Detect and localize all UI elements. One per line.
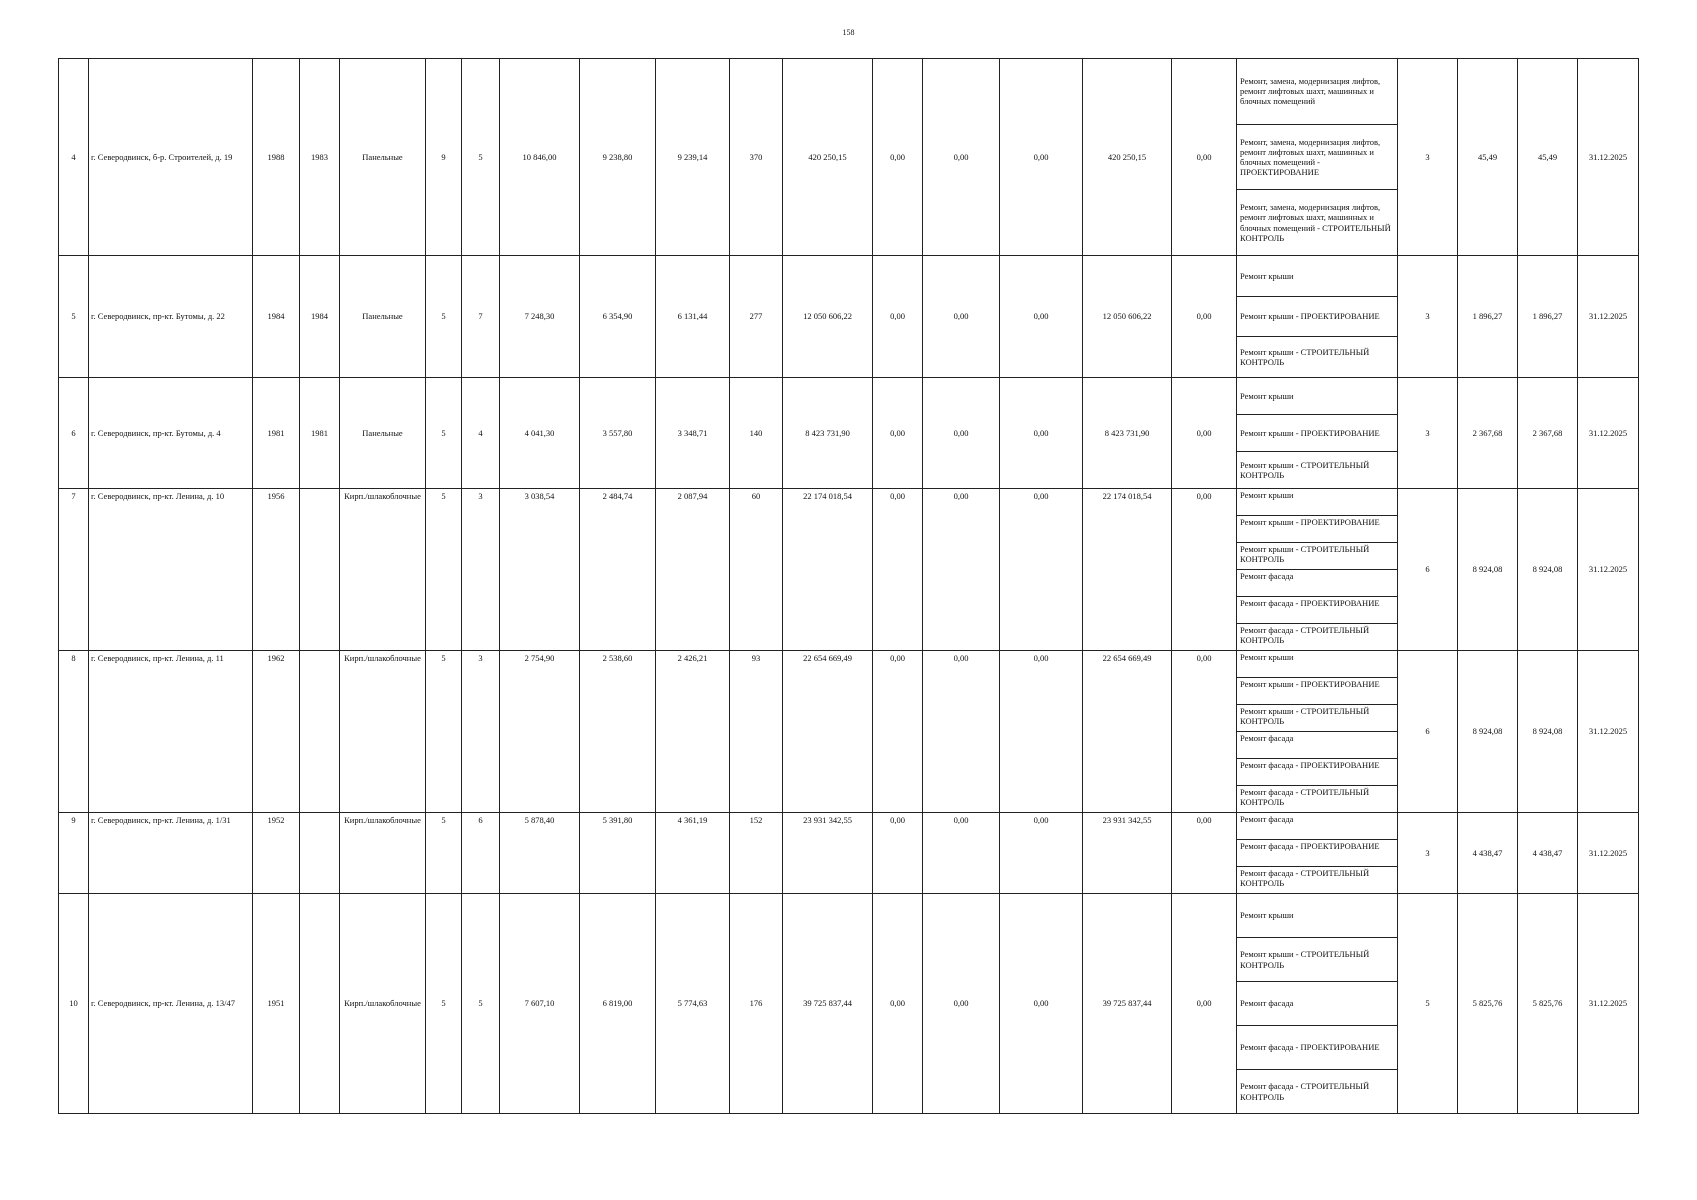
work-count-cell: 6: [1398, 489, 1458, 651]
wall-material-cell: Кирп./шлакоблочные: [340, 813, 426, 894]
unit-cost-cell: 2 367,68: [1458, 378, 1518, 489]
area-living-cell: 6 354,90: [580, 256, 656, 378]
row-number: 7: [59, 489, 89, 651]
wall-material-cell: Панельные: [340, 59, 426, 256]
fund-local-cell: 0,00: [1000, 651, 1083, 813]
work-item: Ремонт фасада - СТРОИТЕЛЬНЫЙ КОНТРОЛЬ: [1240, 625, 1370, 646]
year-built-cell: 1984: [253, 256, 300, 378]
work-count-cell: 5: [1398, 894, 1458, 1114]
work-item: Ремонт фасада - ПРОЕКТИРОВАНИЕ: [1237, 597, 1397, 624]
cost-total-cell: 23 931 342,55: [783, 813, 873, 894]
area-residential-cell: 2 087,94: [656, 489, 730, 651]
entrances-cell: 7: [462, 256, 500, 378]
year-built-cell: 1951: [253, 894, 300, 1114]
max-unit-cost-cell: 8 924,08: [1518, 489, 1578, 651]
work-item: Ремонт, замена, модернизация лифтов, ремонт лифтовых шахт, машинных и блочных помещений - СТРОИТЕЛЬНЫЙ КОНТРОЛЬ: [1240, 202, 1391, 243]
work-item: Ремонт, замена, модернизация лифтов, ремонт лифтовых шахт, машинных и блочных помещений - ПРОЕКТИРОВАНИЕ: [1237, 125, 1397, 191]
work-item: Ремонт фасада - ПРОЕКТИРОВАНИЕ: [1237, 759, 1397, 786]
work-item: Ремонт крыши - СТРОИТЕЛЬНЫЙ КОНТРОЛЬ: [1240, 346, 1370, 368]
work-item: Ремонт крыши: [1237, 378, 1397, 415]
work-item: Ремонт крыши: [1237, 256, 1397, 297]
work-item: Ремонт крыши - ПРОЕКТИРОВАНИЕ: [1237, 297, 1397, 338]
deadline-cell: 31.12.2025: [1578, 651, 1639, 813]
unit-cost-cell: 8 924,08: [1458, 651, 1518, 813]
work-item: Ремонт крыши - СТРОИТЕЛЬНЫЙ КОНТРОЛЬ: [1237, 938, 1397, 982]
table-row: [59, 894, 1639, 1114]
unit-cost-cell: 5 825,76: [1458, 894, 1518, 1114]
work-item: Ремонт крыши - СТРОИТЕЛЬНЫЙ КОНТРОЛЬ: [1237, 543, 1397, 570]
fund-other-cell: 0,00: [1172, 489, 1237, 651]
work-item: Ремонт фасада - ПРОЕКТИРОВАНИЕ: [1237, 840, 1397, 867]
deadline-cell: 31.12.2025: [1578, 813, 1639, 894]
max-unit-cost-cell: 2 367,68: [1518, 378, 1578, 489]
wall-material-cell: Кирп./шлакоблочные: [340, 651, 426, 813]
fund-owners-cell: 420 250,15: [1083, 59, 1172, 256]
area-residential-cell: 6 131,44: [656, 256, 730, 378]
max-unit-cost-cell: 4 438,47: [1518, 813, 1578, 894]
works-cell: [1237, 813, 1398, 894]
works-list: [1237, 813, 1397, 893]
area-total-cell: 10 846,00: [500, 59, 580, 256]
fund-federal-cell: 0,00: [873, 489, 923, 651]
floors-cell: 5: [426, 894, 462, 1114]
works-list: [1237, 59, 1397, 255]
fund-local-cell: 0,00: [1000, 378, 1083, 489]
fund-regional-cell: 0,00: [923, 59, 1000, 256]
fund-regional-cell: 0,00: [923, 651, 1000, 813]
work-item: Ремонт фасада - ПРОЕКТИРОВАНИЕ: [1237, 1026, 1397, 1070]
year-commissioned-cell: 1983: [300, 59, 340, 256]
row-number: 6: [59, 378, 89, 489]
area-living-cell: 6 819,00: [580, 894, 656, 1114]
row-number: 9: [59, 813, 89, 894]
area-total-cell: 2 754,90: [500, 651, 580, 813]
area-residential-cell: 2 426,21: [656, 651, 730, 813]
works-cell: [1237, 59, 1398, 256]
fund-federal-cell: 0,00: [873, 59, 923, 256]
fund-local-cell: 0,00: [1000, 489, 1083, 651]
area-residential-cell: 5 774,63: [656, 894, 730, 1114]
work-item: Ремонт крыши - ПРОЕКТИРОВАНИЕ: [1237, 678, 1397, 705]
table-row: [59, 256, 1639, 378]
area-residential-cell: 4 361,19: [656, 813, 730, 894]
work-count-cell: 3: [1398, 256, 1458, 378]
cost-total-cell: 12 050 606,22: [783, 256, 873, 378]
floors-cell: 5: [426, 813, 462, 894]
residents-cell: 152: [730, 813, 783, 894]
capital-repair-table: [58, 58, 1639, 1114]
deadline-cell: 31.12.2025: [1578, 256, 1639, 378]
fund-owners-cell: 22 654 669,49: [1083, 651, 1172, 813]
fund-local-cell: 0,00: [1000, 894, 1083, 1114]
deadline-cell: 31.12.2025: [1578, 59, 1639, 256]
unit-cost-cell: 8 924,08: [1458, 489, 1518, 651]
work-count-cell: 6: [1398, 651, 1458, 813]
area-living-cell: 2 484,74: [580, 489, 656, 651]
works-cell: [1237, 651, 1398, 813]
year-commissioned-cell: [300, 813, 340, 894]
fund-owners-cell: 8 423 731,90: [1083, 378, 1172, 489]
row-number: 8: [59, 651, 89, 813]
work-count-cell: 3: [1398, 813, 1458, 894]
entrances-cell: 5: [462, 59, 500, 256]
work-item: Ремонт фасада - СТРОИТЕЛЬНЫЙ КОНТРОЛЬ: [1240, 787, 1370, 808]
work-item: Ремонт крыши - СТРОИТЕЛЬНЫЙ КОНТРОЛЬ: [1237, 705, 1397, 732]
year-commissioned-cell: [300, 894, 340, 1114]
fund-other-cell: 0,00: [1172, 894, 1237, 1114]
area-residential-cell: 3 348,71: [656, 378, 730, 489]
table-row: [59, 813, 1639, 894]
area-living-cell: 2 538,60: [580, 651, 656, 813]
works-cell: [1237, 378, 1398, 489]
fund-regional-cell: 0,00: [923, 813, 1000, 894]
deadline-cell: 31.12.2025: [1578, 378, 1639, 489]
work-count-cell: 3: [1398, 378, 1458, 489]
year-built-cell: 1981: [253, 378, 300, 489]
max-unit-cost-cell: 8 924,08: [1518, 651, 1578, 813]
residents-cell: 370: [730, 59, 783, 256]
fund-owners-cell: 22 174 018,54: [1083, 489, 1172, 651]
works-list: [1237, 489, 1397, 650]
area-total-cell: 4 041,30: [500, 378, 580, 489]
row-number: 10: [59, 894, 89, 1114]
residents-cell: 93: [730, 651, 783, 813]
entrances-cell: 3: [462, 489, 500, 651]
work-item: Ремонт крыши: [1237, 894, 1397, 938]
max-unit-cost-cell: 1 896,27: [1518, 256, 1578, 378]
residents-cell: 60: [730, 489, 783, 651]
work-item: Ремонт фасада - СТРОИТЕЛЬНЫЙ КОНТРОЛЬ: [1240, 868, 1370, 889]
works-list: [1237, 378, 1397, 488]
max-unit-cost-cell: 45,49: [1518, 59, 1578, 256]
address-cell: г. Северодвинск, б-р. Строителей, д. 19: [89, 59, 253, 256]
cost-total-cell: 22 174 018,54: [783, 489, 873, 651]
entrances-cell: 6: [462, 813, 500, 894]
floors-cell: 9: [426, 59, 462, 256]
row-number: 5: [59, 256, 89, 378]
floors-cell: 5: [426, 489, 462, 651]
cost-total-cell: 22 654 669,49: [783, 651, 873, 813]
entrances-cell: 5: [462, 894, 500, 1114]
residents-cell: 140: [730, 378, 783, 489]
deadline-cell: 31.12.2025: [1578, 894, 1639, 1114]
year-commissioned-cell: 1984: [300, 256, 340, 378]
fund-local-cell: 0,00: [1000, 813, 1083, 894]
fund-owners-cell: 23 931 342,55: [1083, 813, 1172, 894]
table-row: [59, 378, 1639, 489]
area-living-cell: 3 557,80: [580, 378, 656, 489]
row-number: 4: [59, 59, 89, 256]
work-item: Ремонт фасада: [1237, 982, 1397, 1026]
works-list: [1237, 894, 1397, 1113]
works-cell: [1237, 256, 1398, 378]
wall-material-cell: Панельные: [340, 378, 426, 489]
work-item: Ремонт фасада: [1237, 570, 1397, 597]
area-total-cell: 7 607,10: [500, 894, 580, 1114]
year-commissioned-cell: [300, 489, 340, 651]
page-number: 158: [842, 28, 855, 37]
year-built-cell: 1988: [253, 59, 300, 256]
entrances-cell: 4: [462, 378, 500, 489]
area-total-cell: 7 248,30: [500, 256, 580, 378]
area-living-cell: 5 391,80: [580, 813, 656, 894]
address-cell: г. Северодвинск, пр-кт. Ленина, д. 13/47: [89, 894, 253, 1114]
fund-local-cell: 0,00: [1000, 256, 1083, 378]
unit-cost-cell: 1 896,27: [1458, 256, 1518, 378]
work-item: Ремонт крыши: [1237, 489, 1397, 516]
fund-other-cell: 0,00: [1172, 256, 1237, 378]
fund-other-cell: 0,00: [1172, 813, 1237, 894]
table-row: [59, 59, 1639, 256]
work-count-cell: 3: [1398, 59, 1458, 256]
address-cell: г. Северодвинск, пр-кт. Ленина, д. 1/31: [89, 813, 253, 894]
fund-owners-cell: 39 725 837,44: [1083, 894, 1172, 1114]
wall-material-cell: Кирп./шлакоблочные: [340, 489, 426, 651]
address-cell: г. Северодвинск, пр-кт. Ленина, д. 10: [89, 489, 253, 651]
fund-local-cell: 0,00: [1000, 59, 1083, 256]
entrances-cell: 3: [462, 651, 500, 813]
fund-regional-cell: 0,00: [923, 256, 1000, 378]
work-item: Ремонт крыши: [1237, 651, 1397, 678]
address-cell: г. Северодвинск, пр-кт. Ленина, д. 11: [89, 651, 253, 813]
wall-material-cell: Кирп./шлакоблочные: [340, 894, 426, 1114]
residents-cell: 176: [730, 894, 783, 1114]
work-item: Ремонт крыши - СТРОИТЕЛЬНЫЙ КОНТРОЛЬ: [1240, 459, 1370, 480]
works-list: [1237, 651, 1397, 812]
work-item: Ремонт крыши - ПРОЕКТИРОВАНИЕ: [1237, 516, 1397, 543]
floors-cell: 5: [426, 256, 462, 378]
max-unit-cost-cell: 5 825,76: [1518, 894, 1578, 1114]
work-item: Ремонт, замена, модернизация лифтов, ремонт лифтовых шахт, машинных и блочных помещений: [1237, 59, 1397, 125]
year-commissioned-cell: 1981: [300, 378, 340, 489]
fund-federal-cell: 0,00: [873, 378, 923, 489]
fund-federal-cell: 0,00: [873, 256, 923, 378]
fund-federal-cell: 0,00: [873, 894, 923, 1114]
fund-regional-cell: 0,00: [923, 378, 1000, 489]
fund-other-cell: 0,00: [1172, 59, 1237, 256]
area-living-cell: 9 238,80: [580, 59, 656, 256]
wall-material-cell: Панельные: [340, 256, 426, 378]
year-commissioned-cell: [300, 651, 340, 813]
work-item: Ремонт крыши - ПРОЕКТИРОВАНИЕ: [1237, 415, 1397, 452]
unit-cost-cell: 45,49: [1458, 59, 1518, 256]
cost-total-cell: 39 725 837,44: [783, 894, 873, 1114]
area-residential-cell: 9 239,14: [656, 59, 730, 256]
residents-cell: 277: [730, 256, 783, 378]
table-row: [59, 651, 1639, 813]
fund-owners-cell: 12 050 606,22: [1083, 256, 1172, 378]
fund-federal-cell: 0,00: [873, 651, 923, 813]
table-row: [59, 489, 1639, 651]
fund-federal-cell: 0,00: [873, 813, 923, 894]
floors-cell: 5: [426, 378, 462, 489]
work-item: Ремонт фасада: [1237, 813, 1397, 840]
area-total-cell: 5 878,40: [500, 813, 580, 894]
floors-cell: 5: [426, 651, 462, 813]
works-list: [1237, 256, 1397, 377]
unit-cost-cell: 4 438,47: [1458, 813, 1518, 894]
fund-regional-cell: 0,00: [923, 489, 1000, 651]
cost-total-cell: 420 250,15: [783, 59, 873, 256]
cost-total-cell: 8 423 731,90: [783, 378, 873, 489]
works-cell: [1237, 489, 1398, 651]
work-item: Ремонт фасада - СТРОИТЕЛЬНЫЙ КОНТРОЛЬ: [1240, 1081, 1370, 1102]
fund-regional-cell: 0,00: [923, 894, 1000, 1114]
fund-other-cell: 0,00: [1172, 651, 1237, 813]
works-cell: [1237, 894, 1398, 1114]
year-built-cell: 1952: [253, 813, 300, 894]
area-total-cell: 3 038,54: [500, 489, 580, 651]
year-built-cell: 1956: [253, 489, 300, 651]
year-built-cell: 1962: [253, 651, 300, 813]
address-cell: г. Северодвинск, пр-кт. Бутомы, д. 22: [89, 256, 253, 378]
fund-other-cell: 0,00: [1172, 378, 1237, 489]
work-item: Ремонт фасада: [1237, 732, 1397, 759]
deadline-cell: 31.12.2025: [1578, 489, 1639, 651]
address-cell: г. Северодвинск, пр-кт. Бутомы, д. 4: [89, 378, 253, 489]
